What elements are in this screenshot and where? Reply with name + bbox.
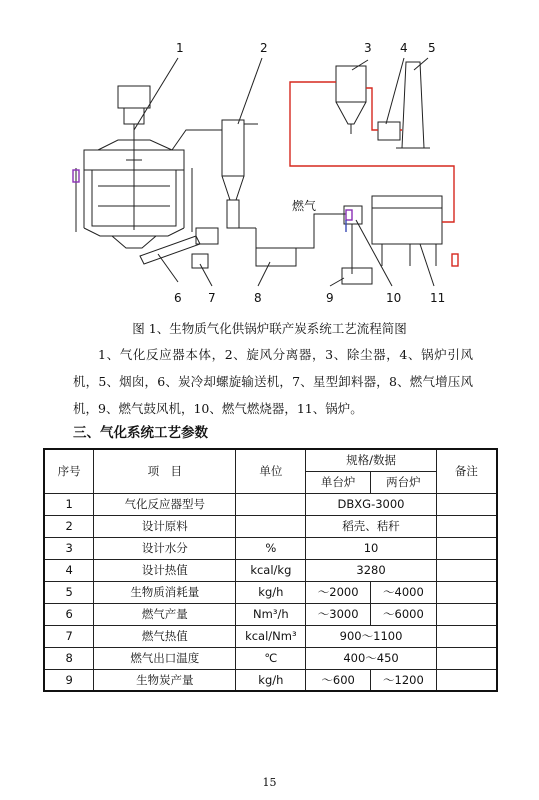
page-number: 15 xyxy=(262,776,277,789)
cell-note xyxy=(436,669,497,691)
star-discharger-shape xyxy=(192,254,208,268)
cell-no: 7 xyxy=(44,625,94,647)
table-row xyxy=(44,515,497,537)
diagram-label-1: 1 xyxy=(176,41,184,55)
cell-merged: 400～450 xyxy=(306,647,437,669)
cell-unit: kcal/kg xyxy=(236,559,306,581)
header-spec: 规格/数据 xyxy=(306,449,437,471)
process-flow-diagram xyxy=(0,0,539,320)
cell-unit: kg/h xyxy=(236,581,306,603)
cell-merged: 3280 xyxy=(306,559,437,581)
table-row xyxy=(44,603,497,625)
cell-item: 燃气热值 xyxy=(94,625,236,647)
cell-no: 8 xyxy=(44,647,94,669)
boiler-shape xyxy=(372,196,442,266)
cell-note xyxy=(436,581,497,603)
diagram-label-3: 3 xyxy=(364,41,372,55)
header-item: 项 目 xyxy=(94,449,236,493)
diagram-label-4: 4 xyxy=(400,41,408,55)
burner-inlet-mark xyxy=(346,210,352,220)
header-no: 序号 xyxy=(44,449,94,493)
cyclone-separator-shape xyxy=(172,120,258,228)
diagram-label-9: 9 xyxy=(326,291,334,305)
cell-merged: 900～1100 xyxy=(306,625,437,647)
cell-no: 1 xyxy=(44,493,94,515)
table-row xyxy=(44,493,497,515)
cell-merged: DBXG-3000 xyxy=(306,493,437,515)
cell-merged: 稻壳、秸秆 xyxy=(306,515,437,537)
cell-unit: Nm³/h xyxy=(236,603,306,625)
cell-unit xyxy=(236,515,306,537)
gas-flow-label: 燃气 xyxy=(292,199,317,213)
header-single: 单台炉 xyxy=(306,471,371,493)
cell-unit: kg/h xyxy=(236,669,306,691)
diagram-label-10: 10 xyxy=(386,291,402,305)
cell-unit: ℃ xyxy=(236,647,306,669)
cell-item: 生物质消耗量 xyxy=(94,581,236,603)
table-row xyxy=(44,669,497,691)
cell-item: 气化反应器型号 xyxy=(94,493,236,515)
header-unit: 单位 xyxy=(236,449,306,493)
table-row xyxy=(44,537,497,559)
cell-no: 4 xyxy=(44,559,94,581)
figure-caption: 图 1、生物质气化供锅炉联产炭系统工艺流程简图 xyxy=(132,321,407,336)
cell-note xyxy=(436,603,497,625)
gas-blower-shape xyxy=(342,268,372,284)
cell-note xyxy=(436,515,497,537)
diagram-label-8: 8 xyxy=(254,291,262,305)
diagram-label-7: 7 xyxy=(208,291,216,305)
cell-double: ～1200 xyxy=(371,669,437,691)
parameter-table xyxy=(43,448,498,692)
cell-merged: 10 xyxy=(306,537,437,559)
table-body xyxy=(44,493,497,691)
cell-unit: kcal/Nm³ xyxy=(236,625,306,647)
cell-single: ～600 xyxy=(306,669,371,691)
cell-note xyxy=(436,493,497,515)
cell-no: 6 xyxy=(44,603,94,625)
gasifier-reactor-shape xyxy=(76,86,192,248)
chimney-shape xyxy=(396,62,430,148)
table-row xyxy=(44,581,497,603)
cell-note xyxy=(436,647,497,669)
cell-note xyxy=(436,537,497,559)
screw-conveyor-shape xyxy=(140,228,218,264)
induced-fan-shape xyxy=(378,122,400,140)
cell-item: 设计原料 xyxy=(94,515,236,537)
section-title: 三、气化系统工艺参数 xyxy=(73,425,208,441)
header-double: 两台炉 xyxy=(371,471,437,493)
cell-item: 燃气出口温度 xyxy=(94,647,236,669)
dust-collector-shape xyxy=(336,66,366,134)
cell-no: 3 xyxy=(44,537,94,559)
cell-item: 设计水分 xyxy=(94,537,236,559)
diagram-label-6: 6 xyxy=(174,291,182,305)
cell-unit xyxy=(236,493,306,515)
table-row xyxy=(44,625,497,647)
figure-legend: 1、气化反应器本体，2、旋风分离器，3、除尘器，4、锅炉引风机，5、烟囱，6、炭冷却螺旋输送机，7、星型卸料器，8、燃气增压风机，9、燃气鼓风机，10、燃气燃烧器，11、锅炉。 xyxy=(73,347,473,416)
diagram-label-11: 11 xyxy=(430,291,446,305)
cell-single: ～3000 xyxy=(306,603,371,625)
cell-double: ～4000 xyxy=(371,581,437,603)
cell-item: 生物炭产量 xyxy=(94,669,236,691)
diagram-label-5: 5 xyxy=(428,41,436,55)
cell-no: 2 xyxy=(44,515,94,537)
gas-booster-fan-shape xyxy=(236,214,346,266)
cell-item: 燃气产量 xyxy=(94,603,236,625)
cell-no: 5 xyxy=(44,581,94,603)
cell-item: 设计热值 xyxy=(94,559,236,581)
cell-note xyxy=(436,559,497,581)
cell-single: ～2000 xyxy=(306,581,371,603)
table-row xyxy=(44,647,497,669)
cell-double: ～6000 xyxy=(371,603,437,625)
diagram-label-2: 2 xyxy=(260,41,268,55)
flue-outlet-red xyxy=(452,254,458,266)
cell-unit: % xyxy=(236,537,306,559)
cell-note xyxy=(436,625,497,647)
cell-no: 9 xyxy=(44,669,94,691)
header-note: 备注 xyxy=(436,449,497,493)
table-row xyxy=(44,559,497,581)
